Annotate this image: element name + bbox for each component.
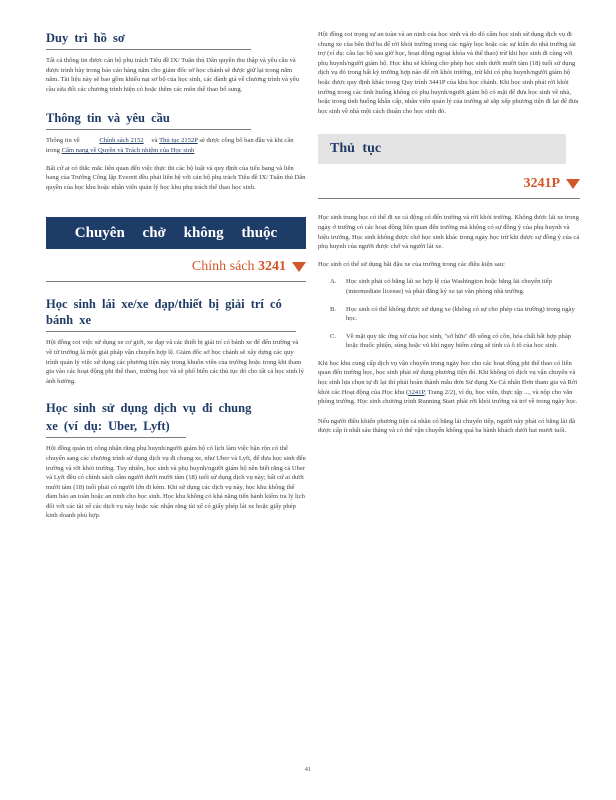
left-column	[46, 30, 306, 521]
section-title-rideshare-1: Học sinh sử dụng dịch vụ đi chung	[46, 401, 252, 416]
section-student-drivers	[46, 296, 306, 386]
section-title-records: Duy trì hồ sơ	[46, 31, 125, 45]
title-underline	[46, 49, 251, 50]
procedure-2152p-link[interactable]: Thủ tục 2152P	[159, 137, 198, 145]
page-number: 41	[304, 766, 312, 773]
paragraph-rideshare: Hội đồng quản trị công nhận rằng phụ huynh/người giám hộ có lịch làm việc bận rộn có thể chuyển sang các chương trình sử dụng dịch vụ đi chung xe, như Uber và Lyft, để đưa học sinh đến trường và rời khỏi trường. Tuy nhiên, học sinh và phụ huynh/người giám hộ nên biết rằng cả Uber và Lyft đều có chính sách cấm người dưới mười tám (18) tuổi sử dụng dịch vụ này; bất cứ ai dưới mười tám (18) tuổi phải có người lớn đi kèm. Khi sử dụng các dịch vụ này, học khu không thể đảm bảo an toàn hoặc an ninh cho học sinh. Học khu không có khả năng tiến hành kiểm tra lý lịch đối với các tài xế các dịch vụ này hoặc xác nhận rằng tài xế có giấy phép lái xe hoặc giấy phép kinh doanh phù hợp.	[46, 445, 306, 520]
paragraph-info-contact: Bất cứ ai có thắc mắc liên quan đến việc thực thi các bộ luật và quy định của tiểu bang và liên bang của Trường Công lập Everett đều phải liên hệ với cán bộ phụ trách Tiêu đề IX/ Tuân thủ Dân quyền của học khu hoặc nhân viên quản lý học khu phụ trách thể thao học sinh.	[46, 164, 306, 191]
conditions-list	[318, 277, 580, 351]
policy-number-line: Chính sách 3241	[46, 259, 306, 275]
section-info	[46, 110, 306, 192]
paragraph-rideshare-continued: Hội đồng coi trọng sự an toàn và an ninh của học sinh và do đó cấm học sinh sử dụng dịch vụ đi chung xe của bên thứ ba để rời khỏi trường trong các ngày học hoặc các sự kiện do nhà trường tài trợ (ví dụ: câu lạc bộ sau giờ học, hoạt động ngoại khóa và thể thao) trừ khi học sinh đi cùng với phụ huynh/người giám hộ. Học khu sẽ không cho phép học sinh dưới mười tám (18) tuổi sử dụng dịch vụ đó trong bất kỳ trường hợp nào để rời khỏi trường, trừ khi có phụ huynh/người giám hộ hoặc được quy định khác trong Quy trình 3441P của khu học chánh. Khi học sinh phải rời khỏi trường trong các tình huống không có phụ huynh/người giám hộ có mặt để đưa học sinh về nhà, hoặc trong tình huống khẩn cấp, nhân viên quản lý của trường sẽ sắp xếp phương tiện đi lại để đưa học sinh về nhà một cách thuận cho học sinh đó.	[318, 31, 579, 115]
procedure-number-line: 3241P	[318, 176, 580, 192]
section-banner-transport: Chuyên chở không thuộc học khu	[46, 217, 306, 249]
right-column	[318, 30, 580, 436]
title-underline	[46, 129, 251, 130]
student-handbook-link[interactable]: Cẩm nang về Quyền và Trách nhiệm của Học sinh	[61, 146, 195, 154]
paragraph-info-links: Thông tin về Chính sách 2152 và Thủ tục 2152P sẽ được công bố ban đầu và khi cần trong Cẩm nang về Quyền và Trách nhiệm của Học sinh	[46, 137, 294, 154]
list-item: C. Về mặt quy tắc ứng xử của học sinh, "sở hữu" đồ uống có cồn, hóa chất bất hợp pháp hoặc thuốc phiện, súng hoặc vũ khí nguy hiểm cũng sẽ tính cả ô tô của học sinh.	[330, 332, 572, 350]
section-title-rideshare-2: xe (ví dụ: Uber, Lyft)	[46, 419, 170, 434]
paragraph-intermediate-license: Nếu người điều khiển phương tiện cá nhân có bằng lái chuyển tiếp, người này phải có bằng lái đã được cấp ít nhất sáu tháng và có thể vận chuyển không quá ba hành khách dưới hai mươi tuổi.	[318, 417, 576, 435]
section-title-student-drivers: Học sinh lái xe/xe đạp/thiết bị giải trí có bánh xe	[46, 297, 282, 328]
divider	[46, 281, 306, 282]
title-underline	[46, 331, 296, 332]
triangle-down-icon	[292, 262, 306, 272]
list-item: A. Học sinh phải có bằng lái xe hợp lệ của Washington hoặc bằng lái chuyển tiếp (intermediate license) và phải đăng ký xe tại văn phòng nhà trường.	[330, 278, 552, 295]
paragraph-high-school-driving: Học sinh trung học có thể đi xe cá động có đến trường và rời khỏi trường. Không được lái xe trong ngày ở trường có các hoạt động liên quan đến trường mà không có sự đồng ý của phụ huynh và hiệu trưởng. Học sinh không được chở học sinh khác trong ngày học trừ khi được sự đồng ý của cả phụ huynh của người được chở và người lái xe.	[318, 214, 580, 251]
paragraph-student-drivers: Hội đồng coi việc sử dụng xe cơ giới, xe đạp và các thiết bị giải trí có bánh xe để đến trường và về từ trường là một giải pháp vận chuyển hợp lệ. Giám đốc sở học chánh sẽ xây dựng các quy trình quản lý việc sử dụng các phương tiện này trong khuôn viên của trường hoặc trong khi tham gia vào các hoạt động phi thể thao, trường học và sẽ phổ biến các thủ tục đó cho tất cả học sinh lý ảnh hưởng.	[46, 339, 304, 385]
section-title-info: Thông tin và yêu cầu	[46, 111, 170, 126]
divider	[318, 198, 580, 199]
paragraph-district-transport: Khi học khu cung cấp dịch vụ vận chuyển trong ngày học cho các hoạt động phi thể thao có liên quan đến trường học, học sinh phải sử dụng phương tiện đó. Khi không có dịch vụ vận chuyển và học sinh lựa chọn tự đi lại thì phải hoàn thành mẫu đơn Sử dụng Xe Cá nhân Đơn tham gia và Rời khỏi các Hoạt động của Học khu (3241P, Trang 2/2), ví dụ, học viên, thực tập ..., và nộp cho văn phòng trường. Học sinh chương trình Running Start phải rời khỏi trường và trở về trong ngày học.	[318, 359, 578, 406]
policy-2152-link[interactable]: Chính sách 2152	[99, 137, 144, 145]
list-item: B. Học sinh có thể không được sử dụng xe (không có sự cho phép của trường) trong ngày học.	[330, 305, 575, 323]
triangle-down-icon	[566, 179, 580, 189]
section-rideshare	[46, 400, 306, 521]
procedure-3241p-link[interactable]: 3241P	[408, 388, 425, 396]
paragraph-parking-conditions: Học sinh có thể sử dụng bãi đậu xe của trường trong các điều kiện sau:	[318, 260, 505, 268]
paragraph-records: Tất cả thông tin được cán bộ phụ trách Tiêu đề IX/ Tuân thủ Dân quyền thu thập và yêu cầu và được trình bày trong báo cáo hàng năm cho giám đốc sở học chánh sẽ được giữ lại trong năm năm. Tài liệu này sẽ bao gồm khiếu nại sơ bộ của học sinh, các đánh giá về chương trình và yêu cầu sửa đổi các chương trình hiện có hoặc thêm các môn thể thao bổ sung.	[46, 57, 300, 93]
title-underline	[46, 437, 186, 438]
procedure-banner: Thủ tục	[318, 134, 566, 164]
section-records	[46, 30, 306, 94]
